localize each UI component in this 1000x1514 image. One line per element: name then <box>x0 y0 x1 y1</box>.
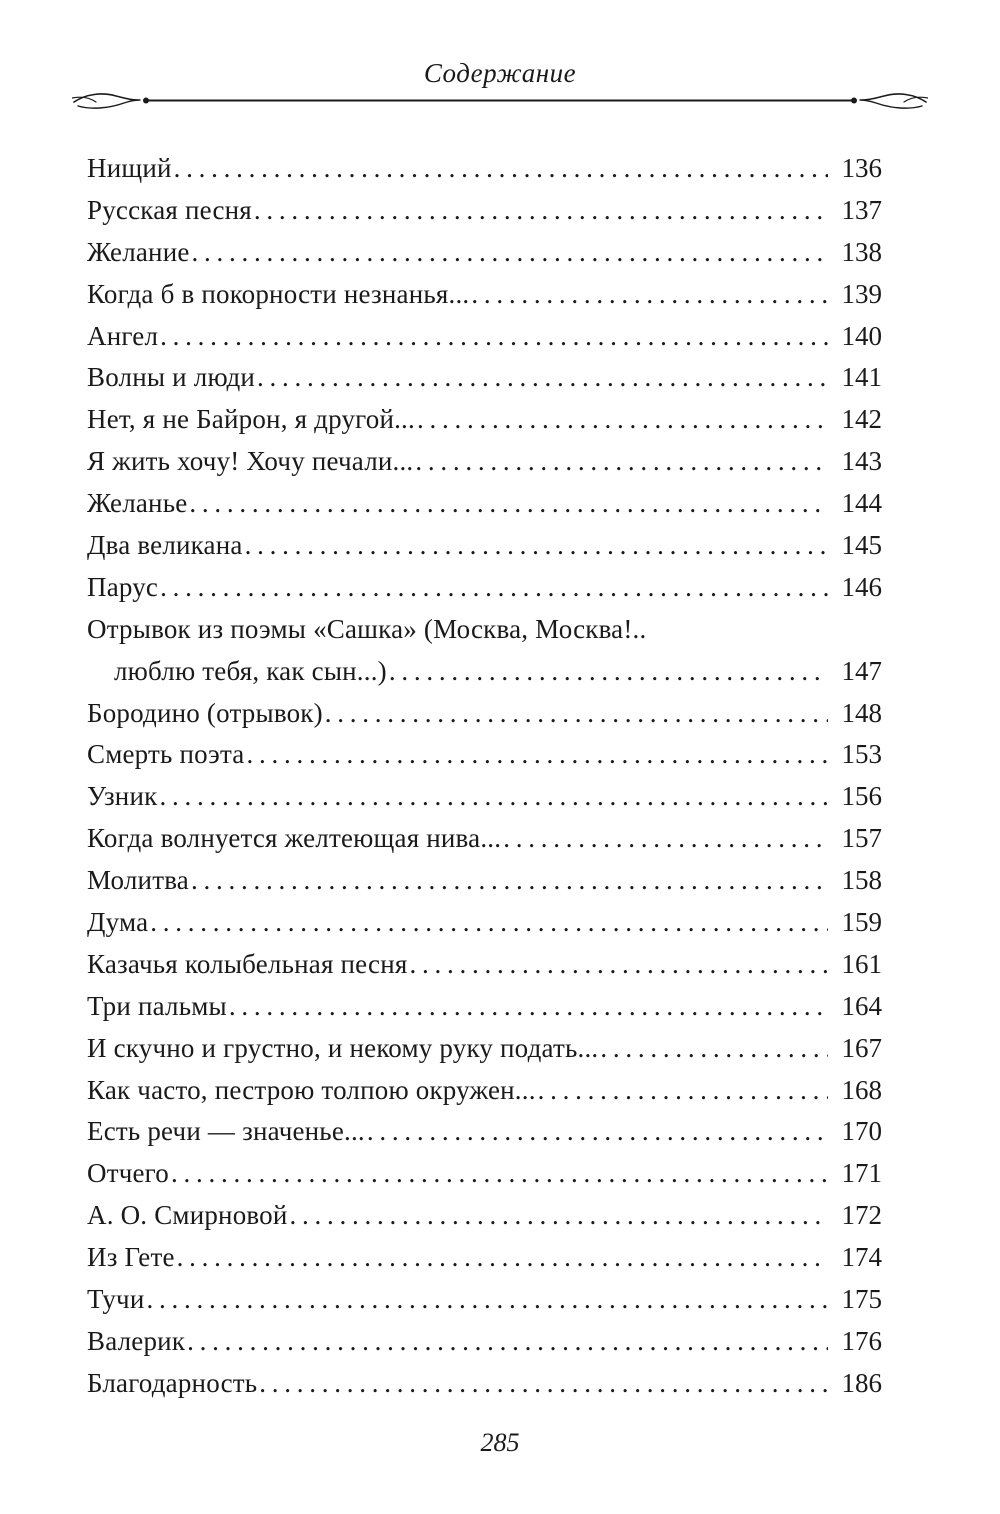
toc-entry-continuation <box>87 651 882 693</box>
toc-entry <box>87 734 882 776</box>
toc-entry-page: 168 <box>841 1074 882 1105</box>
toc-entry <box>87 693 882 735</box>
toc-entry <box>87 902 882 944</box>
toc-entry <box>87 609 882 651</box>
toc-entry-page: 161 <box>841 948 882 979</box>
page-number: 285 <box>480 1428 520 1457</box>
dot-leader <box>177 1237 828 1279</box>
toc-entry-page: 138 <box>841 236 882 267</box>
dot-leader <box>159 776 828 818</box>
dot-leader <box>171 1153 828 1195</box>
toc-entry-title: Русская песня <box>87 194 252 225</box>
toc-entry <box>87 776 882 818</box>
toc-entry-page: 167 <box>841 1032 882 1063</box>
toc-entry-title: Желанье <box>87 488 188 519</box>
toc-entry-title: Есть речи — значенье... <box>87 1116 365 1147</box>
toc-entry-title: Парус <box>87 571 159 602</box>
dot-leader <box>246 734 828 776</box>
toc-entry-page: 164 <box>841 990 882 1021</box>
toc-entry-page: 170 <box>841 1116 882 1147</box>
toc-entry-title: Смерть поэта <box>87 739 245 770</box>
toc-entry <box>87 1321 882 1363</box>
toc-entry-title: Узник <box>87 781 158 812</box>
header-ornament-rule <box>72 86 928 116</box>
toc-entry-page: 148 <box>841 697 882 728</box>
toc-entry-page: 172 <box>841 1200 882 1231</box>
toc-entry-title: Отчего <box>87 1158 169 1189</box>
dot-leader <box>174 148 828 190</box>
dot-leader <box>600 1028 828 1070</box>
table-of-contents <box>87 148 882 1405</box>
toc-entry <box>87 944 882 986</box>
toc-entry-title: А. О. Смирновой <box>87 1200 288 1231</box>
toc-entry <box>87 818 882 860</box>
toc-entry-page: 153 <box>841 739 882 770</box>
toc-entry-page: 140 <box>841 320 882 351</box>
toc-entry-page: 146 <box>841 571 882 602</box>
dot-leader <box>257 357 828 399</box>
toc-entry-page: 145 <box>841 530 882 561</box>
toc-entry <box>87 357 882 399</box>
toc-entry-page: 174 <box>841 1242 882 1273</box>
dot-leader <box>367 1111 828 1153</box>
dot-leader <box>503 818 828 860</box>
dot-leader <box>290 1195 828 1237</box>
dot-leader <box>538 1070 828 1112</box>
dot-leader <box>187 1321 828 1363</box>
toc-entry <box>87 1279 882 1321</box>
toc-entry <box>87 399 882 441</box>
dot-leader <box>146 1279 828 1321</box>
toc-entry-title: Ангел <box>87 320 159 351</box>
toc-entry-title: Как часто, пестрою толпою окружен... <box>87 1074 536 1105</box>
toc-entry <box>87 316 882 358</box>
toc-entry-title: Казачья колыбельная песня <box>87 948 408 979</box>
toc-entry <box>87 567 882 609</box>
toc-entry <box>87 1363 882 1405</box>
toc-entry-page: 186 <box>841 1367 882 1398</box>
dot-leader <box>229 986 828 1028</box>
toc-entry-page: 143 <box>841 446 882 477</box>
toc-entry-page: 176 <box>841 1325 882 1356</box>
toc-entry-title: Молитва <box>87 865 189 896</box>
dot-leader <box>254 190 828 232</box>
toc-entry-title: Желание <box>87 236 190 267</box>
toc-entry-title: Из Гете <box>87 1242 175 1273</box>
toc-entry-title: Я жить хочу! Хочу печали... <box>87 446 414 477</box>
toc-entry-page: 147 <box>841 655 882 686</box>
toc-entry-page: 175 <box>841 1284 882 1315</box>
toc-entry-page: 156 <box>841 781 882 812</box>
toc-entry <box>87 232 882 274</box>
toc-entry <box>87 190 882 232</box>
toc-entry-title: Бородино (отрывок) <box>87 697 323 728</box>
toc-entry-title: Тучи <box>87 1284 145 1315</box>
toc-entry <box>87 1070 882 1112</box>
dot-leader <box>415 441 828 483</box>
toc-entry <box>87 483 882 525</box>
toc-entry-title: Нет, я не Байрон, я другой... <box>87 404 415 435</box>
toc-entry <box>87 1111 882 1153</box>
dot-leader <box>150 902 828 944</box>
toc-entry <box>87 1195 882 1237</box>
dot-leader <box>189 483 828 525</box>
toc-entry-title: Волны и люди <box>87 362 256 393</box>
dot-leader <box>471 274 828 316</box>
toc-entry <box>87 860 882 902</box>
dot-leader <box>259 1363 828 1405</box>
toc-entry-page: 144 <box>841 488 882 519</box>
toc-entry-title: Три пальмы <box>87 990 227 1021</box>
toc-entry-title: Валерик <box>87 1325 186 1356</box>
dot-leader <box>160 567 828 609</box>
toc-entry-page: 136 <box>841 153 882 183</box>
toc-entry-page: 157 <box>841 823 882 854</box>
running-head-title: Содержание <box>423 58 577 88</box>
toc-entry-page: 141 <box>841 362 882 393</box>
toc-entry <box>87 525 882 567</box>
toc-entry-page: 142 <box>841 404 882 435</box>
toc-entry-page: 139 <box>841 278 882 309</box>
toc-entry-title: Нищий <box>87 153 172 183</box>
dot-leader <box>192 232 828 274</box>
dot-leader <box>417 399 828 441</box>
toc-entry-title: Благодарность <box>87 1367 258 1398</box>
toc-entry-title: Отрывок из поэмы «Сашка» (Москва, Москва!.. <box>87 613 647 644</box>
toc-entry <box>87 1237 882 1279</box>
toc-entry <box>87 441 882 483</box>
dot-leader <box>409 944 828 986</box>
toc-entry-title: И скучно и грустно, и некому руку подать... <box>87 1032 599 1063</box>
toc-entry <box>87 274 882 316</box>
toc-entry-title: Когда волнуется желтеющая нива... <box>87 823 502 854</box>
dot-leader <box>325 693 828 735</box>
toc-entry-title-continuation: люблю тебя, как сын...) <box>114 655 387 686</box>
toc-entry-title: Когда б в покорности незнанья... <box>87 278 470 309</box>
toc-entry <box>87 986 882 1028</box>
dot-leader <box>191 860 828 902</box>
toc-entry-page: 137 <box>841 194 882 225</box>
toc-entry-page: 158 <box>841 865 882 896</box>
toc-entry <box>87 148 882 190</box>
dot-leader <box>389 651 828 693</box>
toc-entry-title: Дума <box>87 907 149 938</box>
dot-leader <box>160 316 828 358</box>
toc-entry <box>87 1028 882 1070</box>
toc-entry-page: 159 <box>841 907 882 938</box>
toc-entry-page: 171 <box>841 1158 882 1189</box>
dot-leader <box>245 525 828 567</box>
toc-entry <box>87 1153 882 1195</box>
toc-entry-title: Два великана <box>87 530 243 561</box>
